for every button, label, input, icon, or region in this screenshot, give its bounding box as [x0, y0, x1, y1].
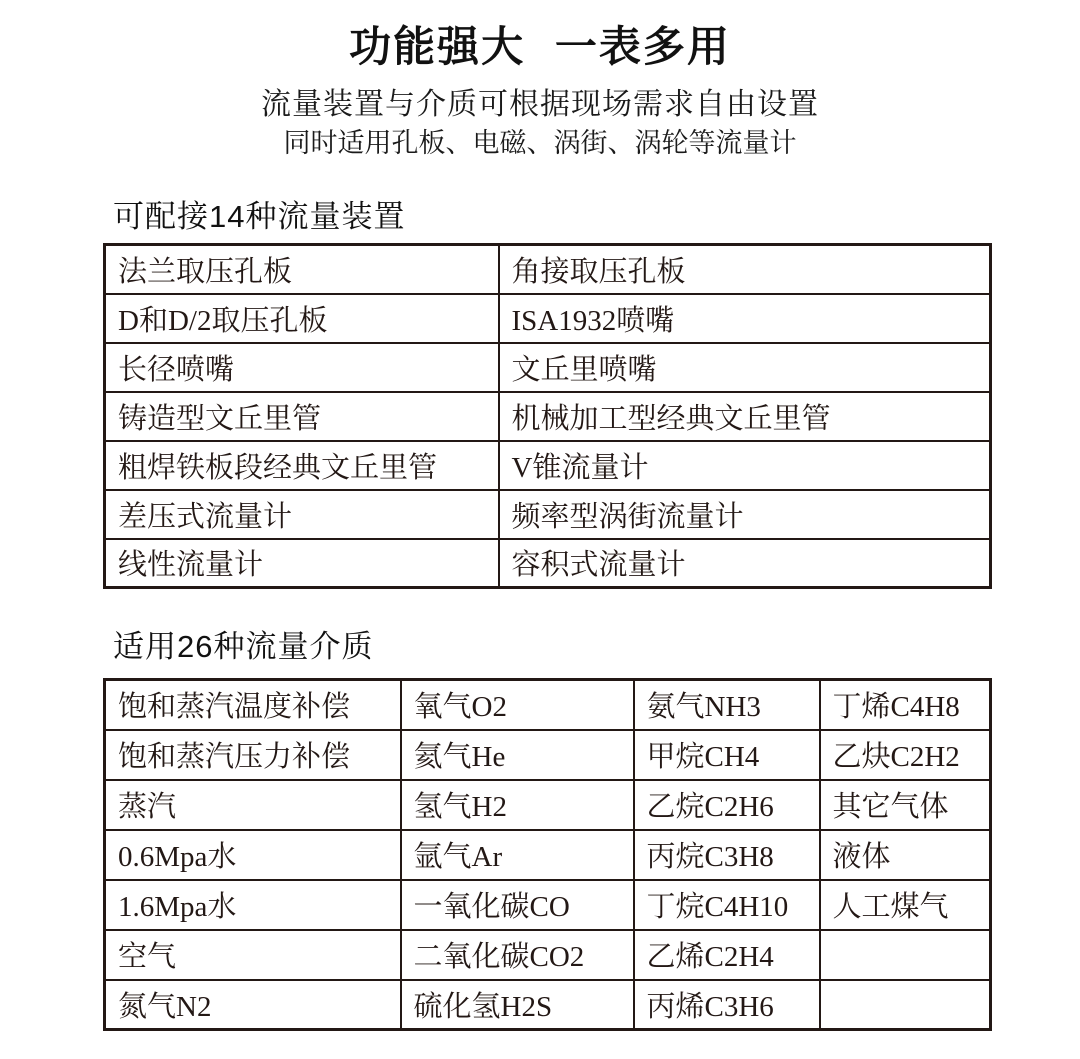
table-cell: 0.6Mpa水 — [105, 830, 401, 880]
table-row — [105, 880, 991, 930]
devices-table — [103, 243, 992, 589]
table-cell: 法兰取压孔板 — [105, 245, 499, 294]
table-cell: 铸造型文丘里管 — [105, 392, 499, 441]
table-cell: 饱和蒸汽压力补偿 — [105, 730, 401, 780]
table-cell: 空气 — [105, 930, 401, 980]
table-cell: 差压式流量计 — [105, 490, 499, 539]
table-cell: 蒸汽 — [105, 780, 401, 830]
table-cell: 氧气O2 — [401, 680, 634, 730]
table-cell: ISA1932喷嘴 — [499, 294, 991, 343]
table-cell: 丙烯C3H6 — [634, 980, 820, 1030]
table-row — [105, 730, 991, 780]
table-cell: 氢气H2 — [401, 780, 634, 830]
table-cell: 一氧化碳CO — [401, 880, 634, 930]
table-row — [105, 245, 991, 294]
table-cell: 粗焊铁板段经典文丘里管 — [105, 441, 499, 490]
table-cell — [820, 930, 991, 980]
table-row — [105, 680, 991, 730]
table-cell: 氨气NH3 — [634, 680, 820, 730]
table-cell: 氦气He — [401, 730, 634, 780]
table-cell: 丙烷C3H8 — [634, 830, 820, 880]
table-cell: 丁烷C4H10 — [634, 880, 820, 930]
table-cell: 氩气Ar — [401, 830, 634, 880]
table-cell: 丁烯C4H8 — [820, 680, 991, 730]
table-row — [105, 830, 991, 880]
media-section-heading: 适用26种流量介质 — [113, 629, 374, 664]
table-cell: 氮气N2 — [105, 980, 401, 1030]
table-cell: 乙炔C2H2 — [820, 730, 991, 780]
table-cell: 频率型涡街流量计 — [499, 490, 991, 539]
table-cell: 液体 — [820, 830, 991, 880]
devices-section-heading: 可配接14种流量装置 — [113, 199, 406, 234]
media-table — [103, 678, 992, 1031]
table-row — [105, 539, 991, 588]
table-cell: 人工煤气 — [820, 880, 991, 930]
table-cell: 线性流量计 — [105, 539, 499, 588]
subtitle-line-1: 流量装置与介质可根据现场需求自由设置 — [261, 88, 819, 121]
table-row — [105, 343, 991, 392]
subtitle-line-2: 同时适用孔板、电磁、涡街、涡轮等流量计 — [283, 128, 797, 158]
page-title: 功能强大 一表多用 — [349, 23, 731, 70]
table-row — [105, 294, 991, 343]
table-row — [105, 930, 991, 980]
table-cell: 机械加工型经典文丘里管 — [499, 392, 991, 441]
table-cell: 甲烷CH4 — [634, 730, 820, 780]
table-cell: 长径喷嘴 — [105, 343, 499, 392]
table-row — [105, 441, 991, 490]
table-row — [105, 392, 991, 441]
table-cell: 乙烷C2H6 — [634, 780, 820, 830]
table-row — [105, 490, 991, 539]
table-row — [105, 980, 991, 1030]
table-cell: D和D/2取压孔板 — [105, 294, 499, 343]
table-cell: 其它气体 — [820, 780, 991, 830]
table-row — [105, 780, 991, 830]
table-cell: 二氧化碳CO2 — [401, 930, 634, 980]
table-cell — [820, 980, 991, 1030]
table-cell: 饱和蒸汽温度补偿 — [105, 680, 401, 730]
table-cell: 容积式流量计 — [499, 539, 991, 588]
table-cell: 1.6Mpa水 — [105, 880, 401, 930]
table-cell: 文丘里喷嘴 — [499, 343, 991, 392]
table-cell: 硫化氢H2S — [401, 980, 634, 1030]
table-cell: 乙烯C2H4 — [634, 930, 820, 980]
table-cell: V锥流量计 — [499, 441, 991, 490]
table-cell: 角接取压孔板 — [499, 245, 991, 294]
